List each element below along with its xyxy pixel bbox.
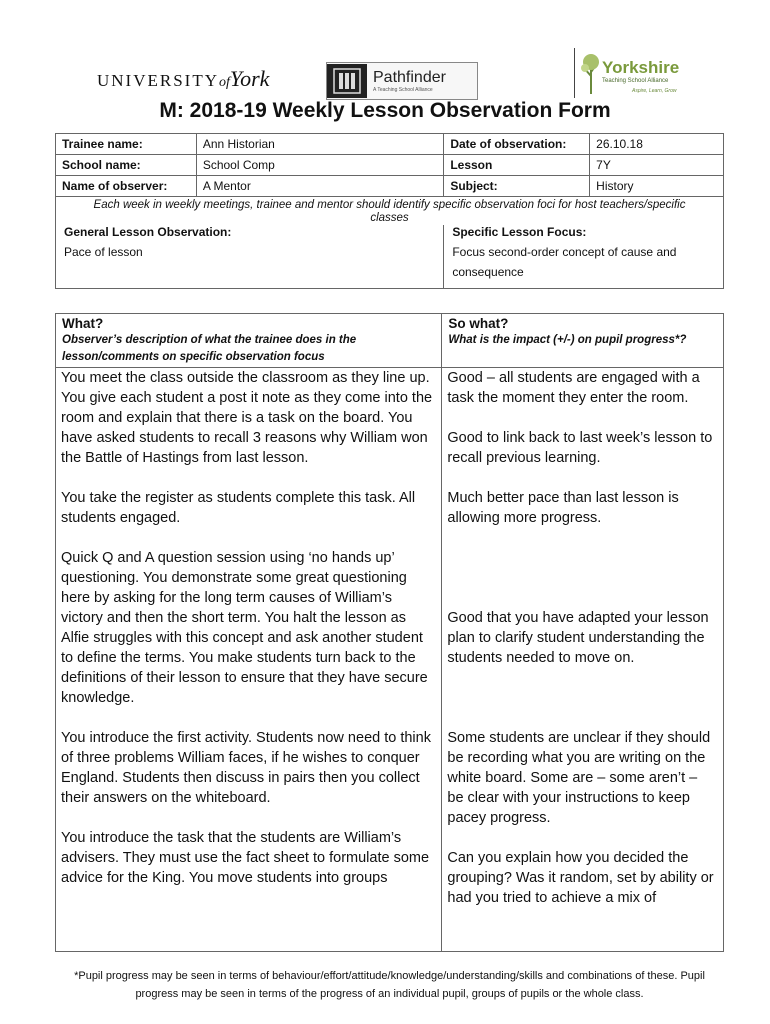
what-paragraph: You meet the class outside the classroom as they line up. You give each student a post it note as they come into the room and explain that there is a task on the board. You have asked students to recall 3 reasons why William won the Battle of Hastings from last lesson. [61,370,433,466]
observer-value: A Mentor [196,176,444,197]
footnote: *Pupil progress may be seen in terms of behaviour/effort/attitude/knowledge/understanding/skills and combinations of these. Pupil progress may be seen in terms of the progress of an individual pupil, groups of pupils or the whole class. [74,970,705,1000]
pathfinder-emblem-icon [327,64,367,98]
university-of-york-logo: UNIVERSITYofYork [97,66,270,91]
observer-label: Name of observer: [56,176,197,197]
tree-icon [580,50,602,96]
yorkshire-logo: Yorkshire Teaching School Alliance Aspire, Learn, Grow [580,50,680,98]
header-logos [0,44,770,100]
general-observation-body [56,239,444,289]
specific-focus [444,225,724,239]
date-label: Date of observation: [444,134,590,155]
sowhat-paragraph: Some students are unclear if they should be recording what you are writing on the white board. Some are – some aren’t – be clear with your instructions to keep pacey progress. [447,730,711,826]
sowhat-paragraph: Much better pace than last lesson is allowing more progress. [447,490,679,526]
what-subtitle: Observer’s description of what the trainee does in the lesson/comments on specific observation focus [62,334,357,363]
sowhat-title: So what? [448,316,509,331]
lesson-value: 7Y [590,155,724,176]
sowhat-paragraph: Good that you have adapted your lesson plan to clarify student understanding the students needed to move on. [447,610,709,666]
general-observation [56,225,444,239]
sowhat-paragraph: Good – all students are engaged with a task the moment they enter the room. [447,370,700,406]
school-label: School name: [56,155,197,176]
subject-value: History [590,176,724,197]
page-title: M: 2018-19 Weekly Lesson Observation Form [159,99,611,122]
instruction-note: Each week in weekly meetings, trainee and mentor should identify specific observation foci for host teachers/specific classes [56,197,724,226]
school-value: School Comp [196,155,444,176]
specific-focus-value: Focus second-order concept of cause and consequence [452,245,677,279]
sowhat-column [442,368,724,952]
sowhat-paragraph: Good to link back to last week’s lesson to recall previous learning. [447,430,713,466]
sowhat-subtitle: What is the impact (+/-) on pupil progress*? [448,334,687,346]
what-paragraph: You introduce the task that the students are William’s advisers. They must use the fact sheet to formulate some advice for the King. You move students into groups [61,830,430,886]
specific-focus-label: Specific Lesson Focus: [452,225,587,239]
trainee-label: Trainee name: [56,134,197,155]
what-paragraph: You introduce the first activity. Students now need to think of three problems William faces, if he wishes to conquer England. Students then discuss in pairs then you collect their answers on the whiteboard. [61,730,431,806]
trainee-value: Ann Historian [196,134,444,155]
general-observation-value: Pace of lesson [64,245,143,259]
what-paragraph: You take the register as students complete this task. All students engaged. [61,490,416,526]
specific-focus-body [444,239,724,289]
logo-divider [574,48,575,98]
sowhat-header [442,314,724,368]
what-column [56,368,442,952]
pathfinder-logo: Pathfinder A Teaching School Alliance [326,62,478,100]
what-paragraph: Quick Q and A question session using ‘no hands up’ questioning. You demonstrate some great questioning here by asking for the long term causes of William’s victory and then the short term. You halt the lesson as Alfie struggles with this concept and ask another student to define the terms. You make students turn back to the definitions of their lesson to ensure that they have secure knowledge. [61,550,428,706]
sowhat-paragraph: Can you explain how you decided the grouping? Was it random, set by ability or had you tried to achieve a mix of [447,850,714,906]
what-title: What? [62,316,104,331]
date-value: 26.10.18 [590,134,724,155]
details-table [55,133,724,289]
subject-label: Subject: [444,176,590,197]
lesson-label: Lesson [444,155,590,176]
general-observation-label: General Lesson Observation: [64,225,232,239]
observation-table [55,313,724,952]
what-header [56,314,442,368]
